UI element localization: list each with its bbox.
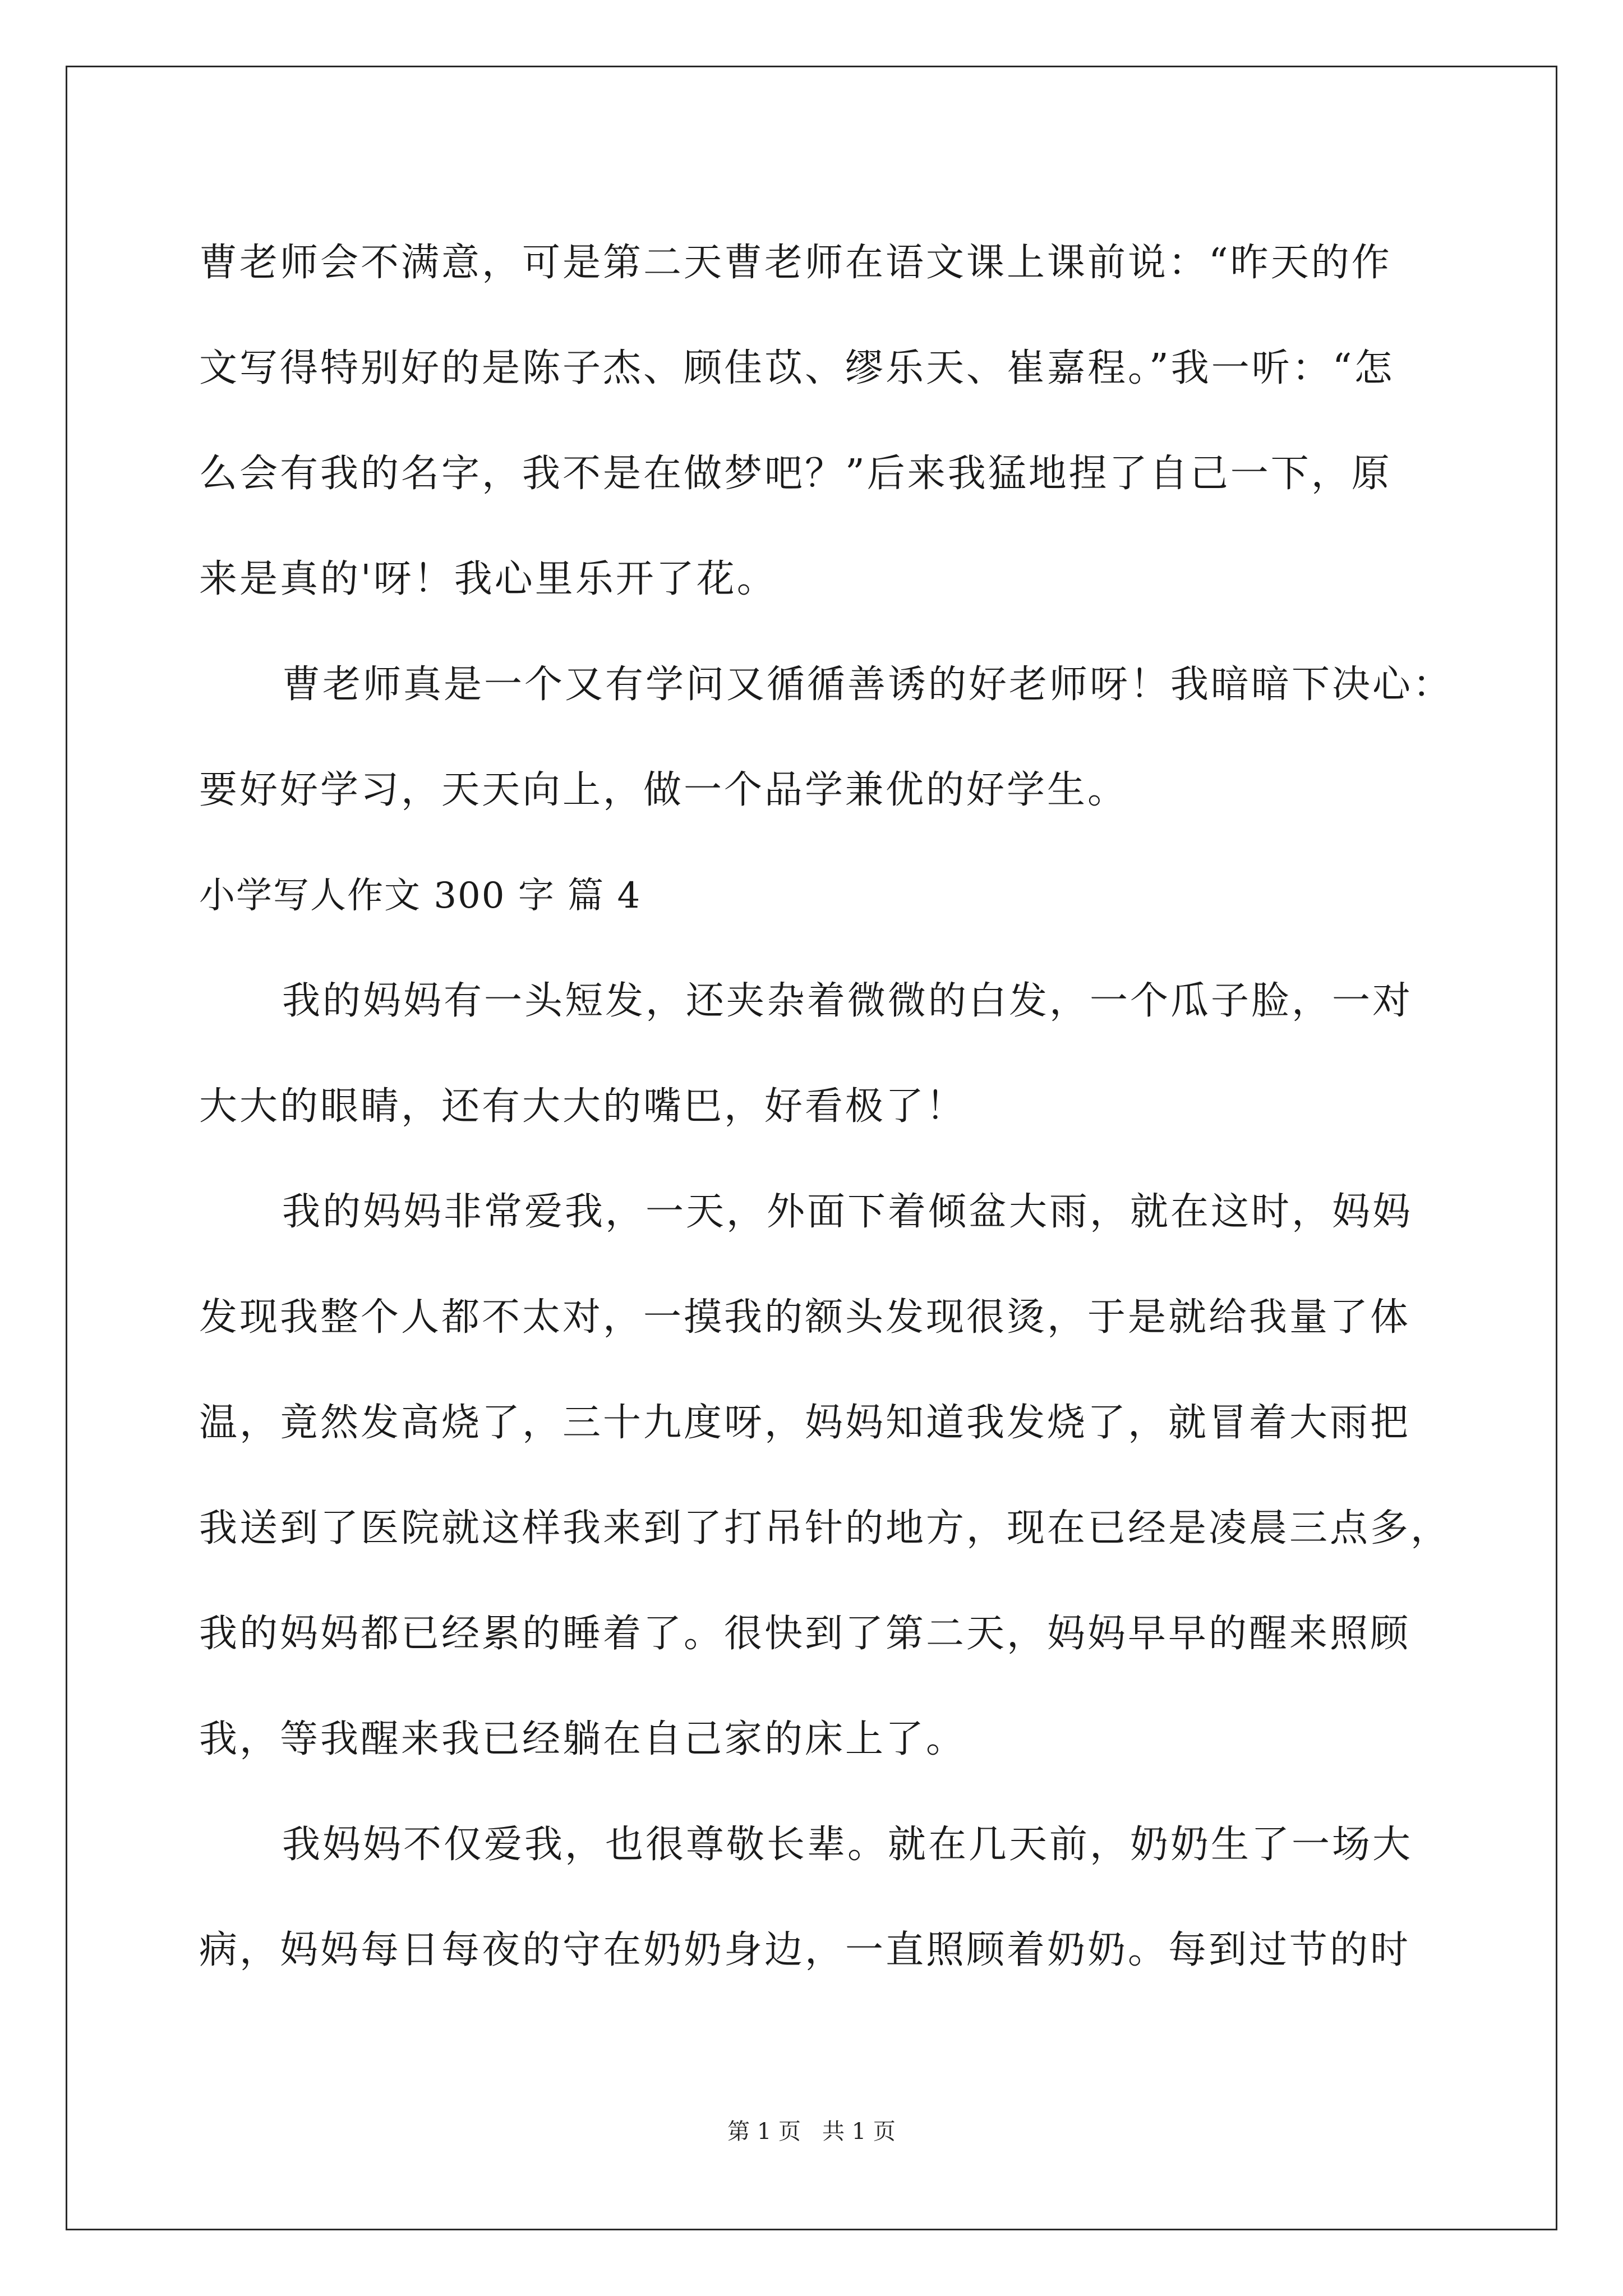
paragraph-line: 么会有我的名字，我不是在做梦吧？”后来我猛地捏了自己一下，原 [199,452,1392,496]
paragraph-line: 文写得特别好的是陈子杰、顾佳苡、缪乐天、崔嘉程。”我一听：“怎 [199,346,1395,390]
paragraph-line: 病，妈妈每日每夜的守在奶奶身边，一直照顾着奶奶。每到过节的时 [199,1928,1411,1972]
page-number: 第 1 页 [727,2119,801,2145]
paragraph-line: 我的妈妈非常爱我，一天，外面下着倾盆大雨，就在这时，妈妈 [282,1190,1413,1234]
paragraph-line: 要好好学习，天天向上，做一个品学兼优的好学生。 [199,768,1128,812]
paragraph-line: 我，等我醒来我已经躺在自己家的床上了。 [199,1717,967,1761]
paragraph-line: 我妈妈不仅爱我，也很尊敬长辈。就在几天前，奶奶生了一场大 [282,1823,1413,1867]
page-footer [0,2118,1623,2146]
paragraph-line: 我送到了医院就这样我来到了打吊针的地方，现在已经是凌晨三点多， [199,1506,1451,1550]
paragraph-line: 我的妈妈有一头短发，还夹杂着微微的白发，一个瓜子脸，一对 [282,979,1413,1023]
paragraph-line: 曹老师会不满意，可是第二天曹老师在语文课上课前说：“昨天的作 [199,241,1392,285]
page-total: 共 1 页 [822,2119,896,2145]
paragraph-line: 来是真的'呀！我心里乐开了花。 [199,557,777,601]
paragraph-line: 我的妈妈都已经累的睡着了。很快到了第二天，妈妈早早的醒来照顾 [199,1612,1411,1656]
paragraph-line: 温，竟然发高烧了，三十九度呀，妈妈知道我发烧了，就冒着大雨把 [199,1401,1411,1445]
document-body [199,210,1483,2003]
section-heading: 小学写人作文 300 字 篇 4 [199,875,642,917]
paragraph-line: 大大的眼睛，还有大大的嘴巴，好看极了！ [199,1084,967,1129]
paragraph-line: 曹老师真是一个又有学问又循循善诱的好老师呀！我暗暗下决心： [282,662,1454,707]
paragraph-line: 发现我整个人都不太对，一摸我的额头发现很烫，于是就给我量了体 [199,1295,1411,1340]
